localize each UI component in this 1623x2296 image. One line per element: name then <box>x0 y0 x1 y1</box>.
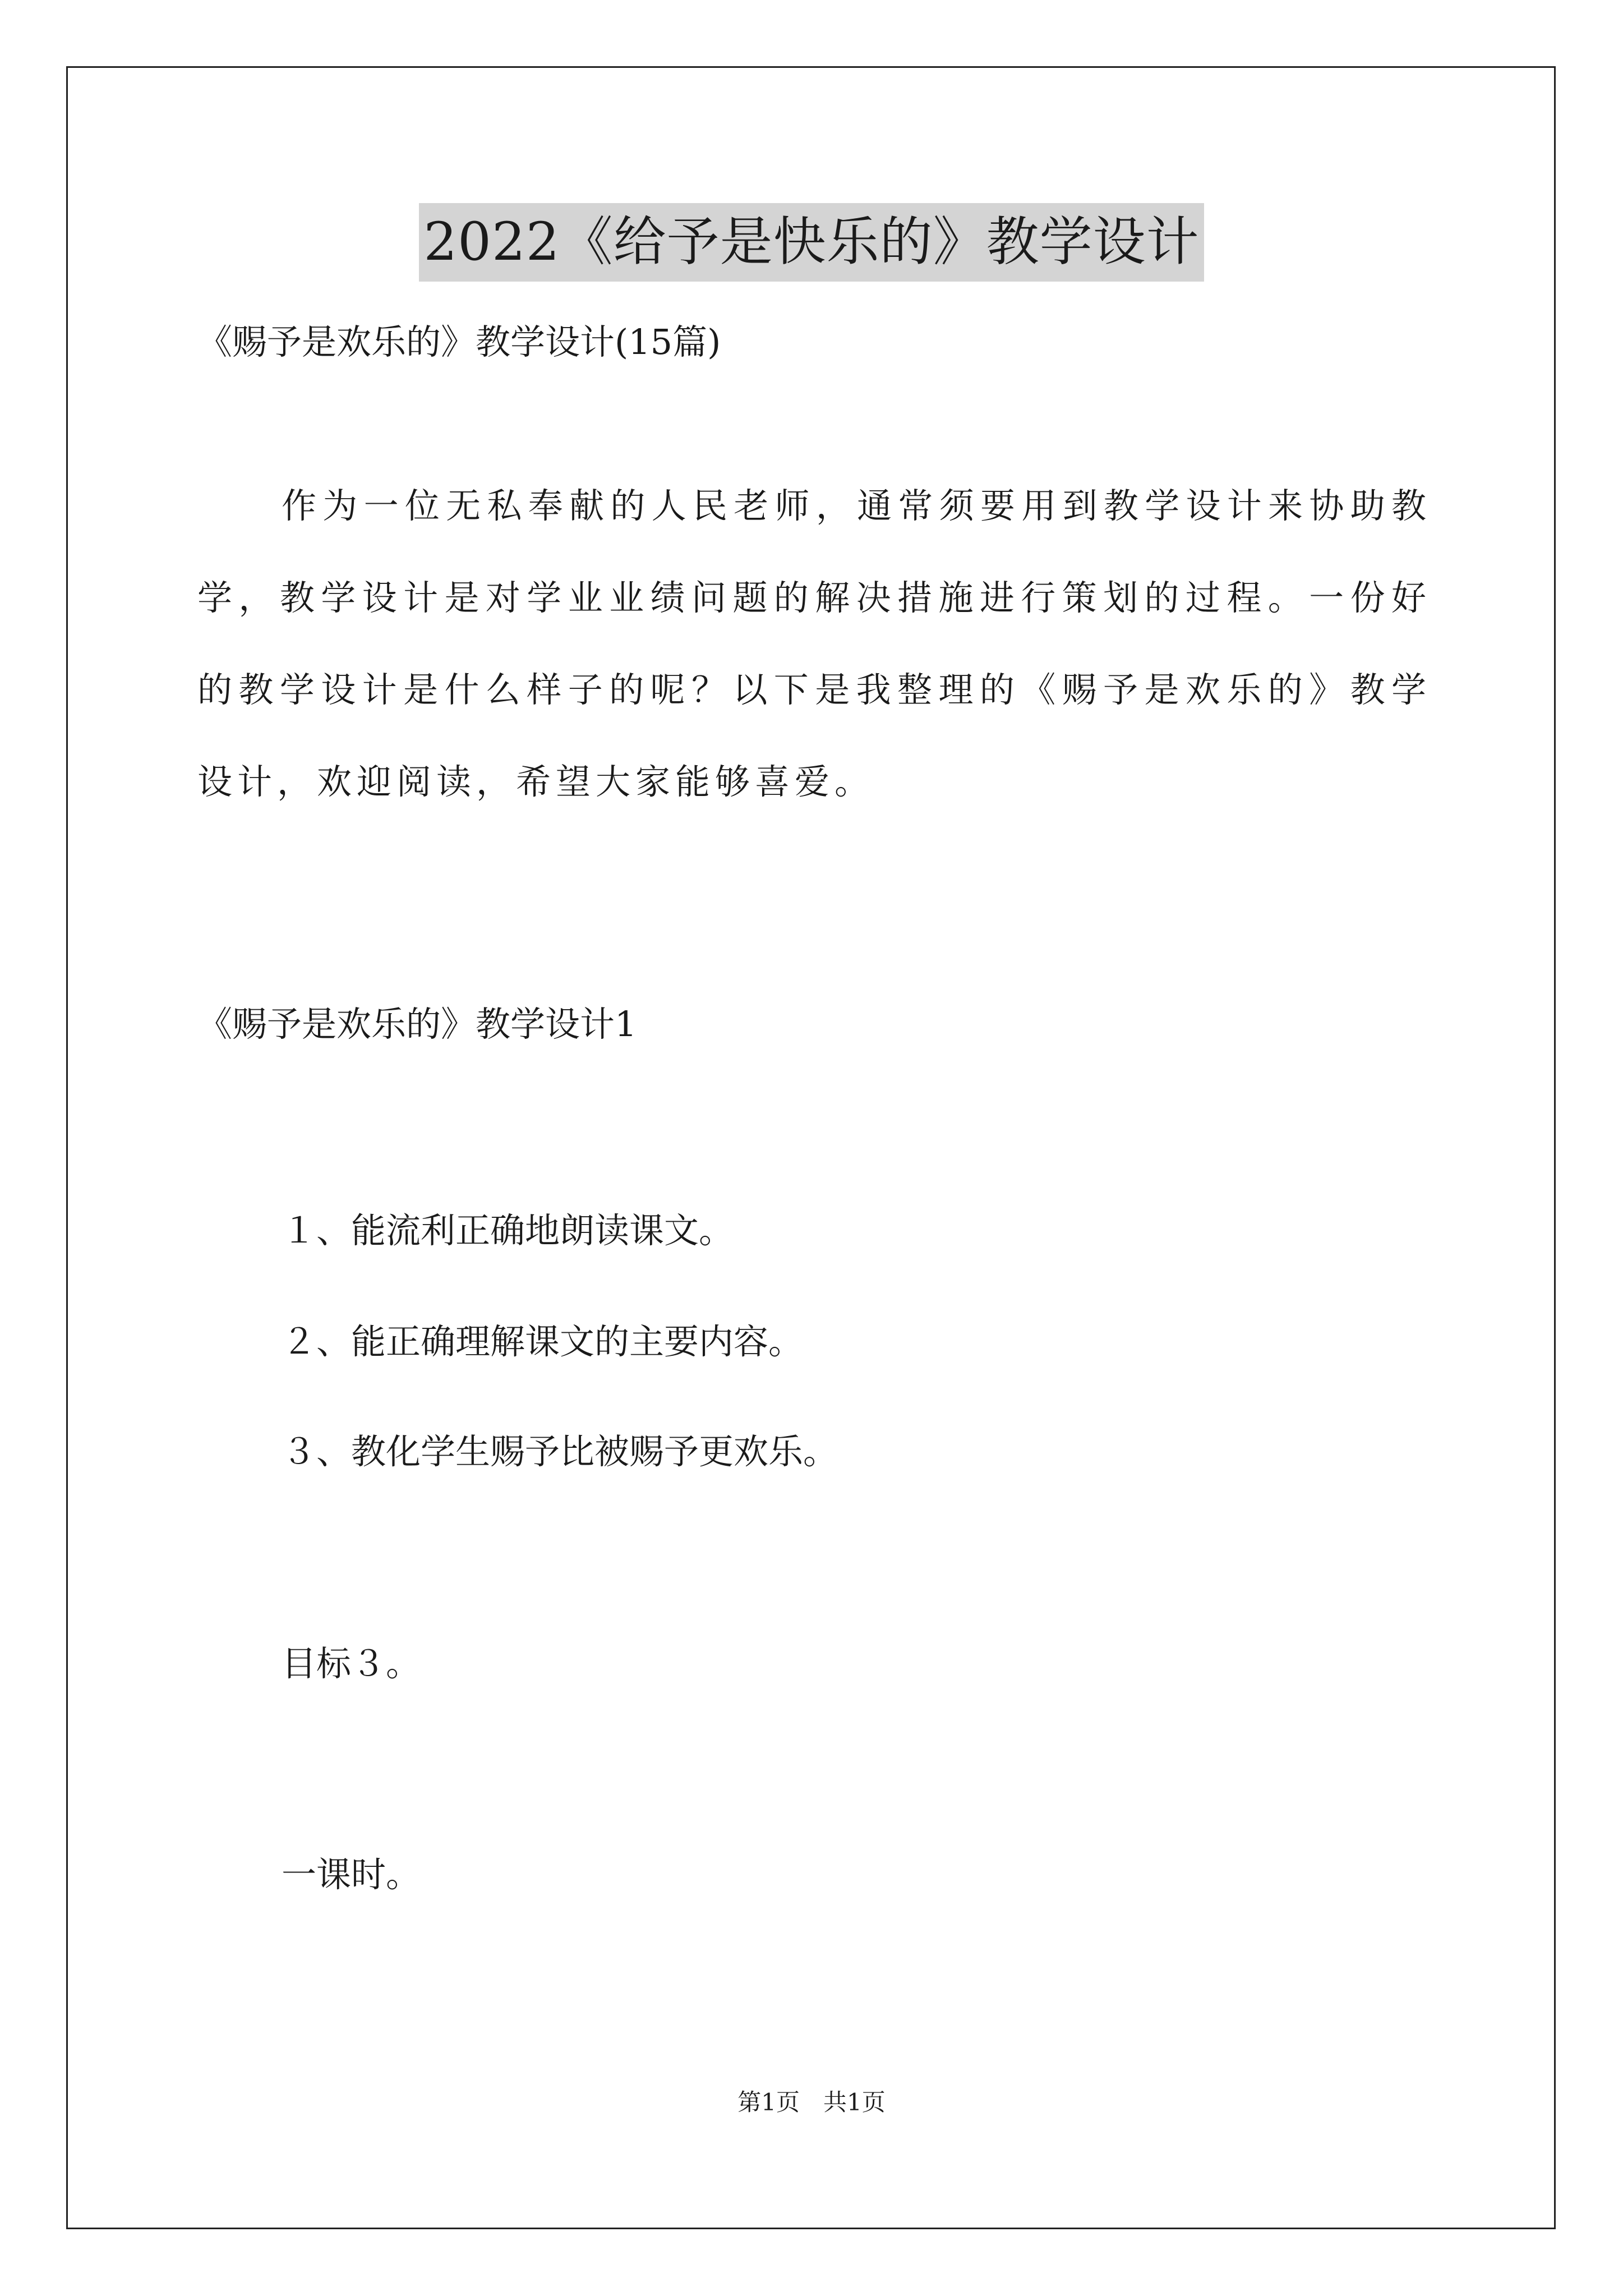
focus-text: 目标３。 <box>282 1643 421 1684</box>
document-title: 2022《给予是快乐的》教学设计 <box>419 203 1204 282</box>
intro-paragraph: 作为一位无私奉献的人民老师，通常须要用到教学设计来协助教学，教学设计是对学业业绩问题的解决措施进行策划的过程。一份好的教学设计是什么样子的呢？以下是我整理的《赐予是欢乐的》教学设计，欢迎阅读，希望大家能够喜爱。 <box>197 485 1431 802</box>
section-heading: 《赐予是欢乐的》教学设计1 <box>197 1004 637 1045</box>
page-footer: 第1页 共1页 <box>737 2088 886 2116</box>
duration-text: 一课时。 <box>282 1854 421 1895</box>
objective-item: ２、能正确理解课文的主要内容。 <box>282 1321 804 1362</box>
objective-item: ３、教化学生赐予比被赐予更欢乐。 <box>282 1431 838 1472</box>
title-container <box>0 203 1623 282</box>
page-frame <box>66 66 1556 2229</box>
objective-item: １、能流利正确地朗读课文。 <box>282 1210 734 1251</box>
document-subtitle: 《赐予是欢乐的》教学设计(15篇) <box>197 321 721 362</box>
